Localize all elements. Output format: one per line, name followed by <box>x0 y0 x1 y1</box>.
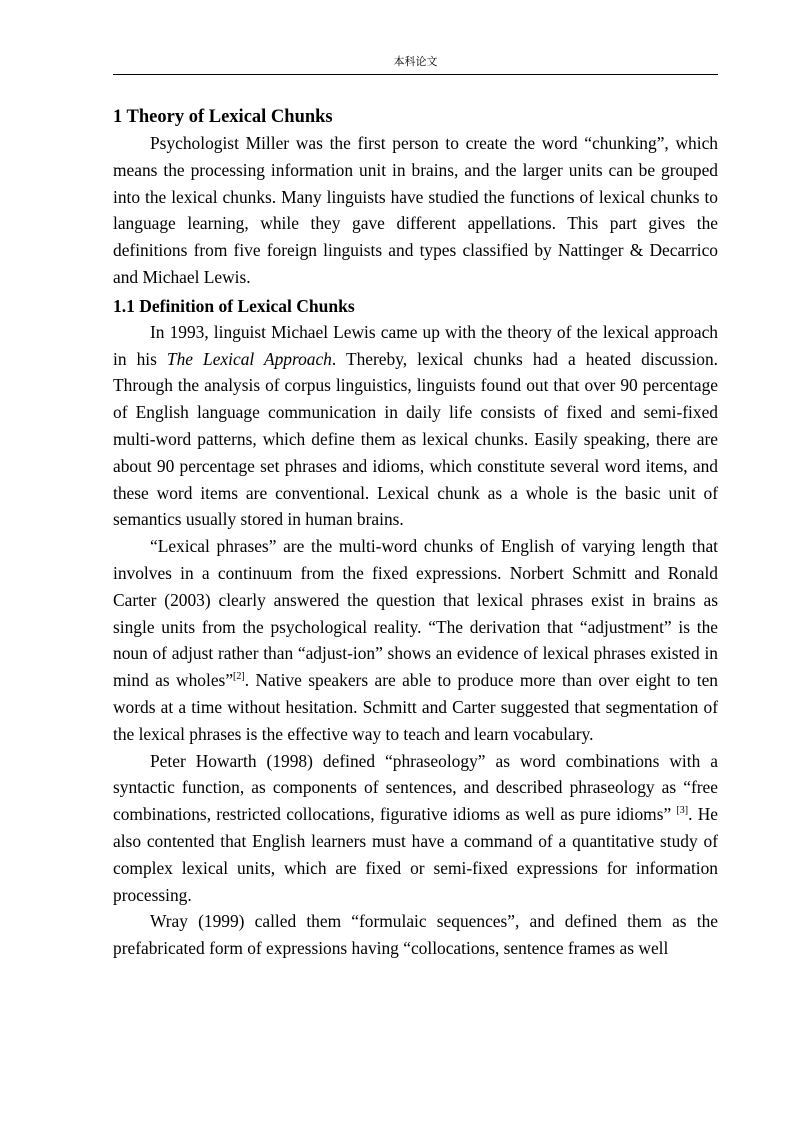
section-heading: 1 Theory of Lexical Chunks <box>113 107 333 127</box>
paragraph-howarth-text-2: . He also contented that English learners must have a command of a quantitative study of complex lexical units, which are fixed or semi-fixed expressions for information processing. <box>113 804 718 905</box>
paragraph-wray: Wray (1999) called them “formulaic sequences”, and defined them as the prefabricated form of expressions having “collocations, sentence frames as well <box>113 911 718 959</box>
paragraph-lexical-phrases <box>113 533 718 747</box>
header-title: 本科论文 <box>393 55 438 68</box>
book-title: The Lexical Approach <box>166 348 332 369</box>
citation-ref-2: [2] <box>233 671 245 683</box>
citation-ref-3: [3] <box>676 805 689 817</box>
paragraph-lewis <box>113 319 718 533</box>
paragraph-lexical-phrases-text-2: . Native speakers are able to produce more than over eight to ten words at a time without hesitation. Schmitt and Carter suggested that segmentation of the lexical phrases is the effective way to teach and learn vocabulary. <box>113 670 719 744</box>
section-intro-paragraph: Psychologist Miller was the first person to create the word “chunking”, which means the processing information unit in brains, and the larger units can be grouped into the lexical chunks. Many linguists have studied the functions of lexical chunks to language learning, while they gave different appellations. This part gives the definitions from five foreign linguists and types classified by Nattinger & Decarrico and Michael Lewis. <box>113 133 718 287</box>
subsection-heading: 1.1 Definition of Lexical Chunks <box>113 295 355 316</box>
page-header <box>113 54 718 75</box>
paragraph-howarth-text-1: Peter Howarth (1998) defined “phraseology” as word combinations with a syntactic function, as components of sentences, and described phraseology as “free combinations, restricted collocations, figurative idioms as well as pure idioms” <box>113 750 718 825</box>
paragraph-lexical-phrases-text-1: “Lexical phrases” are the multi-word chunks of English of varying length that involves in a continuum from the fixed expressions. Norbert Schmitt and Ronald Carter (2003) clearly answered the question that lexical phrases exist in brains as single units from the psychological reality. “The derivation that “adjustment” is the noun of adjust rather than “adjust-ion” shows an evidence of lexical phrases existed in mind as wholes” <box>113 536 718 691</box>
paragraph-lewis-text-1: In 1993, linguist Michael Lewis came up with the theory of the lexical approach in his <box>113 321 718 369</box>
document-body <box>113 104 718 962</box>
paragraph-lewis-text-2: . Thereby, lexical chunks had a heated discussion. Through the analysis of corpus linguistics, linguists found out that over 90 percentage of English language communication in daily life consists of fixed and semi-fixed multi-word patterns, which define them as lexical chunks. Easily speaking, there are about 90 percentage set phrases and idioms, which constitute several word items, and these word items are conventional. Lexical chunk as a whole is the basic unit of semantics usually stored in human brains. <box>113 348 718 530</box>
paragraph-howarth <box>113 748 718 909</box>
